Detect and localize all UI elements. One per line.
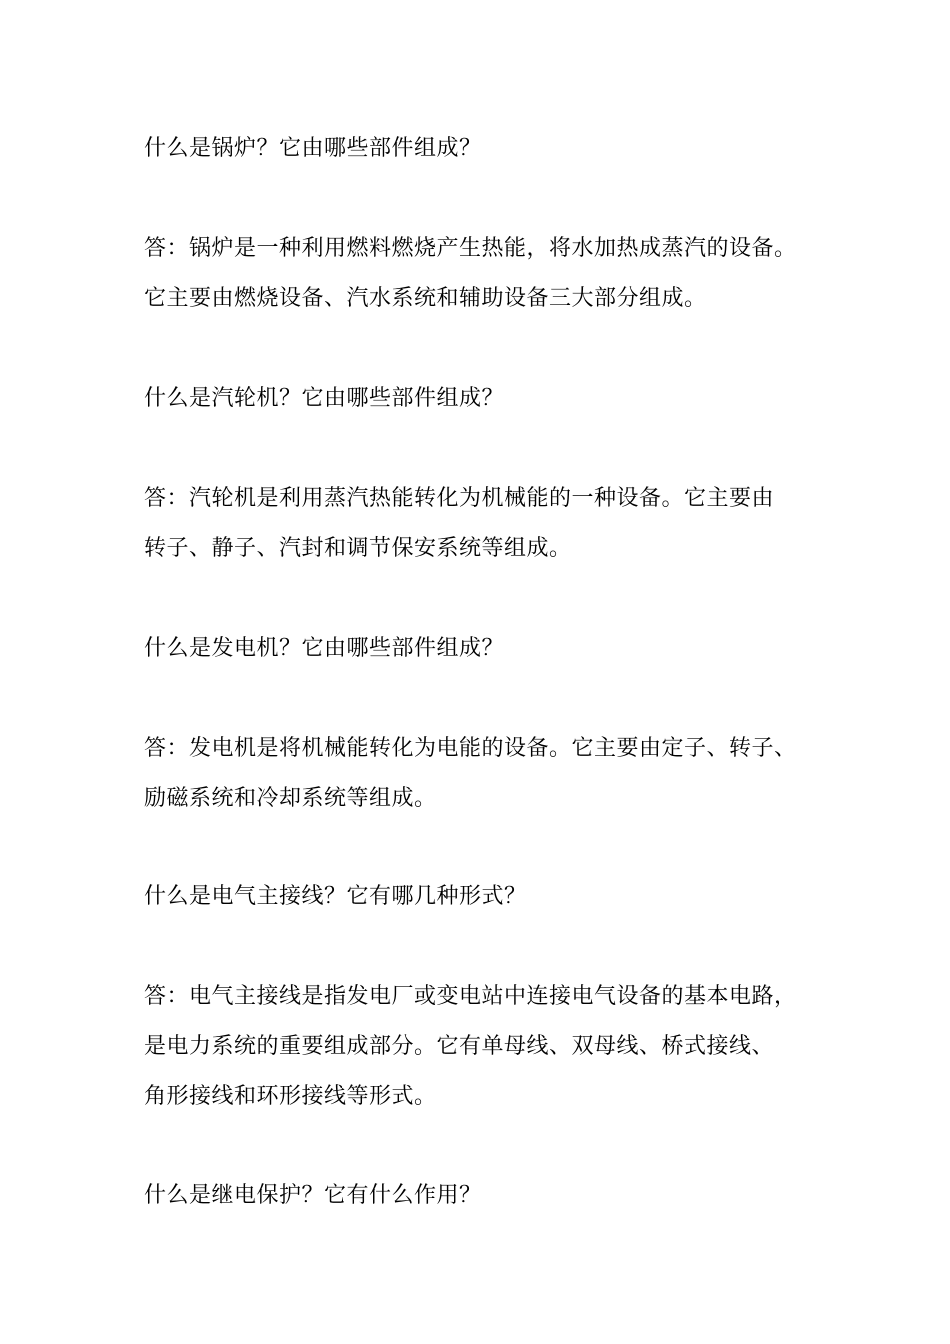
answer-3-line-2: 励磁系统和冷却系统等组成。 bbox=[144, 786, 437, 811]
answer-4-line-1: 答：电气主接线是指发电厂或变电站中连接电气设备的基本电路， bbox=[144, 984, 797, 1009]
answer-2-line-2: 转子、静子、汽封和调节保安系统等组成。 bbox=[144, 536, 572, 561]
answer-4-line-3: 角形接线和环形接线等形式。 bbox=[144, 1084, 437, 1109]
answer-4-line-2: 是电力系统的重要组成部分。它有单母线、双母线、桥式接线、 bbox=[144, 1034, 775, 1059]
answer-3-line-1: 答：发电机是将机械能转化为电能的设备。它主要由定子、转子、 bbox=[144, 736, 797, 761]
question-1: 什么是锅炉？它由哪些部件组成？ bbox=[144, 136, 482, 161]
question-4: 什么是电气主接线？它有哪几种形式？ bbox=[144, 884, 527, 909]
answer-1-line-1: 答：锅炉是一种利用燃料燃烧产生热能，将水加热成蒸汽的设备。 bbox=[144, 236, 797, 261]
question-5: 什么是继电保护？它有什么作用？ bbox=[144, 1183, 482, 1208]
question-3: 什么是发电机？它由哪些部件组成？ bbox=[144, 636, 505, 661]
question-2: 什么是汽轮机？它由哪些部件组成？ bbox=[144, 386, 505, 411]
answer-2-line-1: 答：汽轮机是利用蒸汽热能转化为机械能的一种设备。它主要由 bbox=[144, 486, 775, 511]
answer-1-line-2: 它主要由燃烧设备、汽水系统和辅助设备三大部分组成。 bbox=[144, 286, 707, 311]
